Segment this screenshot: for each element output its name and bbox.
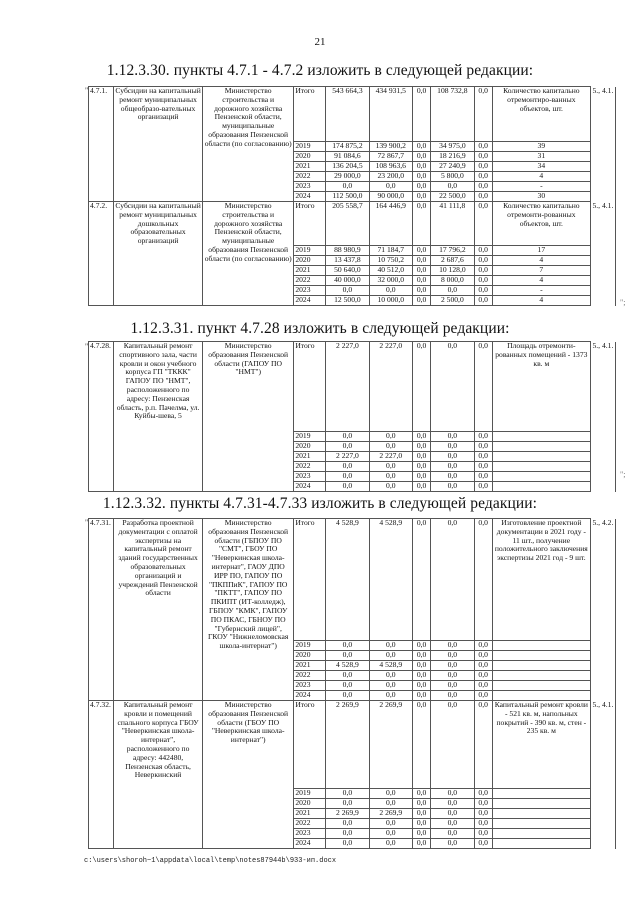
cell-year: 2022 (294, 819, 326, 829)
cell-c1: 0,0 (412, 162, 430, 172)
cell-c2: 0,0 (474, 152, 492, 162)
cell-c1: 0,0 (412, 799, 430, 809)
cell-year: 2021 (294, 452, 326, 462)
item-code: 5., 4.2. (590, 519, 615, 701)
cell-year: Итого (294, 87, 326, 142)
cell-c1: 0,0 (412, 681, 430, 691)
cell-indicator (492, 432, 590, 442)
cell-indicator: 4 (492, 296, 590, 306)
cell-total: 0,0 (326, 472, 369, 482)
cell-year: 2024 (294, 691, 326, 701)
cell-c2: 0,0 (474, 432, 492, 442)
cell-fed: 0,0 (369, 799, 412, 809)
cell-year: Итого (294, 202, 326, 246)
cell-indicator (492, 691, 590, 701)
cell-indicator (492, 789, 590, 799)
cell-reg: 0,0 (431, 671, 474, 681)
cell-reg: 0,0 (431, 809, 474, 819)
cell-c2: 0,0 (474, 172, 492, 182)
cell-total: 112 500,0 (326, 192, 369, 202)
cell-fed: 4 528,9 (369, 661, 412, 671)
cell-c2: 0,0 (474, 789, 492, 799)
cell-c1: 0,0 (412, 142, 430, 152)
cell-fed: 90 000,0 (369, 192, 412, 202)
cell-total: 0,0 (326, 482, 369, 492)
cell-year: 2019 (294, 142, 326, 152)
cell-reg: 17 796,2 (431, 246, 474, 256)
cell-reg: 34 975,0 (431, 142, 474, 152)
cell-total: 40 000,0 (326, 276, 369, 286)
cell-c2: 0,0 (474, 202, 492, 246)
cell-reg: 0,0 (431, 342, 474, 432)
cell-indicator (492, 452, 590, 462)
item-code: 5., 4.1. (590, 87, 615, 202)
cell-year: 2024 (294, 482, 326, 492)
cell-c2: 0,0 (474, 296, 492, 306)
cell-total: 29 000,0 (326, 172, 369, 182)
item-code: 5., 4.1. (590, 701, 615, 849)
cell-c1: 0,0 (412, 276, 430, 286)
cell-c2: 0,0 (474, 661, 492, 671)
cell-reg: 41 111,8 (431, 202, 474, 246)
cell-indicator: 4 (492, 276, 590, 286)
section-heading-3: 1.12.3.32. пункты 4.7.31-4.7.33 изложить в следующей редакции: (102, 495, 538, 512)
item-number: 4.7.28. (89, 342, 114, 492)
table-row (89, 87, 616, 142)
cell-indicator (492, 462, 590, 472)
open-quote-mark: " (85, 518, 89, 527)
cell-c1: 0,0 (412, 342, 430, 432)
cell-year: 2022 (294, 172, 326, 182)
cell-indicator (492, 671, 590, 681)
cell-c2: 0,0 (474, 286, 492, 296)
cell-fed: 0,0 (369, 819, 412, 829)
cell-reg: 0,0 (431, 799, 474, 809)
cell-c1: 0,0 (412, 701, 430, 789)
item-code: 5., 4.1. (590, 342, 615, 492)
cell-indicator: Капитальный ремонт кровли - 521 кв. м, напольных покрытий - 390 кв. м, стен - 235 кв. м (492, 701, 590, 789)
cell-reg: 18 216,9 (431, 152, 474, 162)
cell-fed: 139 900,2 (369, 142, 412, 152)
item-number: 4.7.32. (89, 701, 114, 849)
cell-fed: 0,0 (369, 691, 412, 701)
item-executor: Министерство строительства и дорожного хозяйства Пензенской области, муниципальные образования Пензенской области (по согласованию) (203, 87, 294, 202)
cell-fed: 0,0 (369, 286, 412, 296)
cell-c1: 0,0 (412, 172, 430, 182)
cell-reg: 0,0 (431, 482, 474, 492)
cell-c1: 0,0 (412, 839, 430, 849)
close-quote-mark: "; (620, 470, 626, 479)
cell-total: 0,0 (326, 799, 369, 809)
cell-c2: 0,0 (474, 671, 492, 681)
cell-total: 2 227,0 (326, 342, 369, 432)
cell-total: 13 437,8 (326, 256, 369, 266)
cell-c2: 0,0 (474, 266, 492, 276)
cell-c1: 0,0 (412, 296, 430, 306)
cell-total: 0,0 (326, 839, 369, 849)
cell-indicator: 17 (492, 246, 590, 256)
cell-fed: 0,0 (369, 789, 412, 799)
cell-year: 2023 (294, 472, 326, 482)
cell-fed: 0,0 (369, 472, 412, 482)
cell-total: 0,0 (326, 681, 369, 691)
cell-c2: 0,0 (474, 519, 492, 641)
cell-c1: 0,0 (412, 809, 430, 819)
table-row (89, 701, 616, 789)
cell-reg: 0,0 (431, 691, 474, 701)
cell-fed: 72 867,7 (369, 152, 412, 162)
cell-reg: 0,0 (431, 819, 474, 829)
cell-c1: 0,0 (412, 182, 430, 192)
cell-total: 0,0 (326, 819, 369, 829)
cell-year: 2020 (294, 442, 326, 452)
cell-total: 0,0 (326, 671, 369, 681)
cell-reg: 10 128,0 (431, 266, 474, 276)
item-number: 4.7.1. (89, 87, 114, 202)
cell-indicator: Количество капитально отремонтиро-ванных объектов, шт. (492, 87, 590, 142)
cell-c2: 0,0 (474, 256, 492, 266)
cell-indicator: - (492, 286, 590, 296)
cell-reg: 27 240,9 (431, 162, 474, 172)
cell-c2: 0,0 (474, 701, 492, 789)
cell-c1: 0,0 (412, 789, 430, 799)
cell-total: 88 980,9 (326, 246, 369, 256)
cell-total: 136 204,5 (326, 162, 369, 172)
cell-fed: 164 446,9 (369, 202, 412, 246)
cell-indicator: Изготовление проектной документации в 2021 году - 11 шт., получение положительного заключения экспертизы 2021 год - 9 шт. (492, 519, 590, 641)
item-executor: Министерство образования Пензенской области (ГБОУ ПО "Неверкинская школа-интернат") (203, 701, 294, 849)
cell-c2: 0,0 (474, 462, 492, 472)
cell-year: 2023 (294, 182, 326, 192)
cell-c2: 0,0 (474, 342, 492, 432)
cell-fed: 10 000,0 (369, 296, 412, 306)
cell-c1: 0,0 (412, 671, 430, 681)
item-name: Разработка проектной документации с оплатой экспертизы на капитальный ремонт зданий государственных образовательных организаций и учреждений Пензенской области (114, 519, 203, 701)
cell-indicator: 31 (492, 152, 590, 162)
cell-reg: 8 000,0 (431, 276, 474, 286)
cell-year: 2019 (294, 432, 326, 442)
cell-total: 4 528,9 (326, 519, 369, 641)
cell-indicator: 4 (492, 172, 590, 182)
cell-year: 2022 (294, 671, 326, 681)
cell-indicator (492, 482, 590, 492)
cell-c2: 0,0 (474, 691, 492, 701)
cell-total: 0,0 (326, 691, 369, 701)
cell-fed: 2 227,0 (369, 342, 412, 432)
open-quote-mark: " (85, 86, 89, 95)
item-name: Субсидии на капитальный ремонт муниципальных дошкольных образовательных организаций (114, 202, 203, 306)
cell-fed: 0,0 (369, 671, 412, 681)
cell-fed: 0,0 (369, 641, 412, 651)
cell-total: 0,0 (326, 286, 369, 296)
table-row (89, 342, 616, 432)
program-table-4-7-1 (88, 86, 616, 306)
cell-total: 2 227,0 (326, 452, 369, 462)
item-name: Капитальный ремонт спортивного зала, части кровли и окон учебного корпуса ГП "ТККК" ГАПОУ ПО "НМТ", расположенного по адресу: Пензенская область, р.п. Пачелма, ул. Куйбы-шева, 5 (114, 342, 203, 492)
program-table-4-7-28 (88, 341, 616, 492)
cell-year: 2021 (294, 809, 326, 819)
cell-c2: 0,0 (474, 452, 492, 462)
cell-c2: 0,0 (474, 809, 492, 819)
cell-reg: 0,0 (431, 829, 474, 839)
cell-reg: 2 687,6 (431, 256, 474, 266)
cell-indicator (492, 442, 590, 452)
close-quote-mark: "; (620, 298, 626, 307)
cell-c2: 0,0 (474, 142, 492, 152)
item-number: 4.7.2. (89, 202, 114, 306)
cell-indicator: 39 (492, 142, 590, 152)
cell-fed: 10 750,2 (369, 256, 412, 266)
cell-year: 2022 (294, 276, 326, 286)
cell-fed: 2 269,9 (369, 701, 412, 789)
cell-c1: 0,0 (412, 661, 430, 671)
cell-total: 0,0 (326, 462, 369, 472)
cell-year: 2020 (294, 799, 326, 809)
cell-c1: 0,0 (412, 202, 430, 246)
cell-reg: 2 500,0 (431, 296, 474, 306)
cell-year: 2021 (294, 661, 326, 671)
cell-c1: 0,0 (412, 442, 430, 452)
cell-c2: 0,0 (474, 681, 492, 691)
table-row (89, 519, 616, 641)
cell-total: 2 269,9 (326, 701, 369, 789)
cell-reg: 0,0 (431, 681, 474, 691)
cell-c2: 0,0 (474, 442, 492, 452)
cell-year: 2023 (294, 286, 326, 296)
cell-c1: 0,0 (412, 641, 430, 651)
cell-indicator (492, 641, 590, 651)
cell-c2: 0,0 (474, 246, 492, 256)
cell-reg: 0,0 (431, 701, 474, 789)
item-executor: Министерство образования Пензенской области (ГБПОУ ПО "СМТ", ГБОУ ПО "Неверкинская школа-интернат", ГАОУ ДПО ИРР ПО, ГАПОУ ПО "ПКППиК", ГАПОУ ПО "ПКТТ", ГАПОУ ПО ПКИПТ (ИТ-колледж), ГБПОУ "КМК", ГАПОУ ПО ПКАС, ГБНОУ ПО "Губернский лицей", ГКОУ "Нижнеломовская школа-интернат") (203, 519, 294, 701)
cell-c1: 0,0 (412, 266, 430, 276)
cell-year: 2021 (294, 162, 326, 172)
cell-reg: 22 500,0 (431, 192, 474, 202)
cell-c1: 0,0 (412, 87, 430, 142)
cell-year: 2023 (294, 829, 326, 839)
cell-indicator (492, 829, 590, 839)
cell-c1: 0,0 (412, 472, 430, 482)
cell-reg: 0,0 (431, 182, 474, 192)
cell-reg: 0,0 (431, 462, 474, 472)
cell-c2: 0,0 (474, 641, 492, 651)
page-number: 21 (314, 36, 326, 48)
cell-total: 50 640,0 (326, 266, 369, 276)
cell-total: 2 269,9 (326, 809, 369, 819)
cell-fed: 0,0 (369, 462, 412, 472)
cell-total: 174 875,2 (326, 142, 369, 152)
cell-c2: 0,0 (474, 192, 492, 202)
cell-c2: 0,0 (474, 162, 492, 172)
cell-year: 2024 (294, 839, 326, 849)
cell-c2: 0,0 (474, 799, 492, 809)
cell-indicator (492, 681, 590, 691)
cell-c2: 0,0 (474, 819, 492, 829)
cell-indicator (492, 809, 590, 819)
cell-fed: 434 931,5 (369, 87, 412, 142)
cell-c2: 0,0 (474, 276, 492, 286)
cell-indicator (492, 839, 590, 849)
item-name: Капитальный ремонт кровли и помещений спального корпуса ГБОУ "Неверкинская школа-интернат", расположенного по адресу: 442480, Пензенская область, Неверкинский (114, 701, 203, 849)
item-name: Субсидии на капитальный ремонт муниципальных общеобразо-вательных организаций (114, 87, 203, 202)
cell-c2: 0,0 (474, 182, 492, 192)
cell-indicator: 34 (492, 162, 590, 172)
cell-total: 543 664,3 (326, 87, 369, 142)
section-heading-2: 1.12.3.31. пункт 4.7.28 изложить в следующей редакции: (130, 320, 510, 337)
cell-fed: 0,0 (369, 681, 412, 691)
cell-indicator: 7 (492, 266, 590, 276)
cell-c1: 0,0 (412, 819, 430, 829)
cell-total: 91 084,6 (326, 152, 369, 162)
table-row (89, 202, 616, 246)
cell-fed: 71 184,7 (369, 246, 412, 256)
cell-c1: 0,0 (412, 432, 430, 442)
cell-total: 0,0 (326, 829, 369, 839)
cell-year: 2021 (294, 266, 326, 276)
cell-fed: 32 000,0 (369, 276, 412, 286)
cell-reg: 108 732,8 (431, 87, 474, 142)
cell-reg: 0,0 (431, 641, 474, 651)
cell-c1: 0,0 (412, 286, 430, 296)
cell-c1: 0,0 (412, 192, 430, 202)
cell-c1: 0,0 (412, 519, 430, 641)
cell-c2: 0,0 (474, 87, 492, 142)
cell-fed: 0,0 (369, 432, 412, 442)
cell-total: 0,0 (326, 442, 369, 452)
cell-total: 0,0 (326, 651, 369, 661)
cell-indicator: 30 (492, 192, 590, 202)
cell-total: 4 528,9 (326, 661, 369, 671)
cell-reg: 0,0 (431, 472, 474, 482)
cell-fed: 0,0 (369, 839, 412, 849)
cell-reg: 0,0 (431, 286, 474, 296)
cell-c2: 0,0 (474, 472, 492, 482)
cell-total: 0,0 (326, 182, 369, 192)
cell-fed: 0,0 (369, 482, 412, 492)
cell-total: 0,0 (326, 641, 369, 651)
cell-c1: 0,0 (412, 152, 430, 162)
cell-c1: 0,0 (412, 246, 430, 256)
cell-reg: 0,0 (431, 661, 474, 671)
cell-c2: 0,0 (474, 482, 492, 492)
cell-year: 2024 (294, 296, 326, 306)
cell-fed: 4 528,9 (369, 519, 412, 641)
program-table-4-7-31 (88, 518, 616, 849)
cell-total: 205 558,7 (326, 202, 369, 246)
cell-year: 2024 (294, 192, 326, 202)
cell-reg: 0,0 (431, 839, 474, 849)
cell-indicator: Количество капитально отремонти-рованных объектов, шт. (492, 202, 590, 246)
cell-c1: 0,0 (412, 482, 430, 492)
file-path-footer: c:\users\shoroh~1\appdata\local\temp\notes87944b\933-ип.docx (84, 857, 337, 865)
cell-year: 2019 (294, 641, 326, 651)
cell-indicator (492, 661, 590, 671)
cell-reg: 0,0 (431, 432, 474, 442)
item-number: 4.7.31. (89, 519, 114, 701)
cell-indicator: - (492, 182, 590, 192)
cell-year: 2019 (294, 789, 326, 799)
cell-reg: 5 800,0 (431, 172, 474, 182)
cell-year: Итого (294, 519, 326, 641)
cell-fed: 2 269,9 (369, 809, 412, 819)
cell-c1: 0,0 (412, 452, 430, 462)
cell-fed: 2 227,0 (369, 452, 412, 462)
item-executor: Министерство образования Пензенской области (ГАПОУ ПО "НМТ") (203, 342, 294, 492)
cell-reg: 0,0 (431, 651, 474, 661)
cell-c1: 0,0 (412, 462, 430, 472)
cell-indicator: 4 (492, 256, 590, 266)
cell-fed: 23 200,0 (369, 172, 412, 182)
cell-year: 2020 (294, 152, 326, 162)
cell-indicator: Площадь отремонти-рованных помещений - 1373 кв. м (492, 342, 590, 432)
cell-c2: 0,0 (474, 829, 492, 839)
cell-indicator (492, 799, 590, 809)
cell-year: 2022 (294, 462, 326, 472)
cell-indicator (492, 651, 590, 661)
cell-year: 2019 (294, 246, 326, 256)
item-executor: Министерство строительства и дорожного хозяйства Пензенской области, муниципальные образования Пензенской области (по согласованию) (203, 202, 294, 306)
cell-reg: 0,0 (431, 789, 474, 799)
cell-reg: 0,0 (431, 442, 474, 452)
cell-c1: 0,0 (412, 691, 430, 701)
item-code: 5., 4.1. (590, 202, 615, 306)
cell-c1: 0,0 (412, 829, 430, 839)
cell-fed: 40 512,0 (369, 266, 412, 276)
section-heading-1: 1.12.3.30. пункты 4.7.1 - 4.7.2 изложить в следующей редакции: (106, 62, 534, 79)
cell-reg: 0,0 (431, 519, 474, 641)
cell-fed: 0,0 (369, 829, 412, 839)
cell-total: 0,0 (326, 789, 369, 799)
cell-fed: 0,0 (369, 182, 412, 192)
cell-fed: 0,0 (369, 442, 412, 452)
cell-c1: 0,0 (412, 256, 430, 266)
cell-year: Итого (294, 701, 326, 789)
cell-indicator (492, 472, 590, 482)
cell-total: 12 500,0 (326, 296, 369, 306)
open-quote-mark: " (85, 342, 89, 351)
cell-total: 0,0 (326, 432, 369, 442)
cell-year: Итого (294, 342, 326, 432)
cell-year: 2020 (294, 256, 326, 266)
cell-year: 2023 (294, 681, 326, 691)
cell-fed: 0,0 (369, 651, 412, 661)
cell-year: 2020 (294, 651, 326, 661)
cell-reg: 0,0 (431, 452, 474, 462)
cell-fed: 108 963,6 (369, 162, 412, 172)
cell-indicator (492, 819, 590, 829)
cell-c1: 0,0 (412, 651, 430, 661)
cell-c2: 0,0 (474, 839, 492, 849)
cell-c2: 0,0 (474, 651, 492, 661)
